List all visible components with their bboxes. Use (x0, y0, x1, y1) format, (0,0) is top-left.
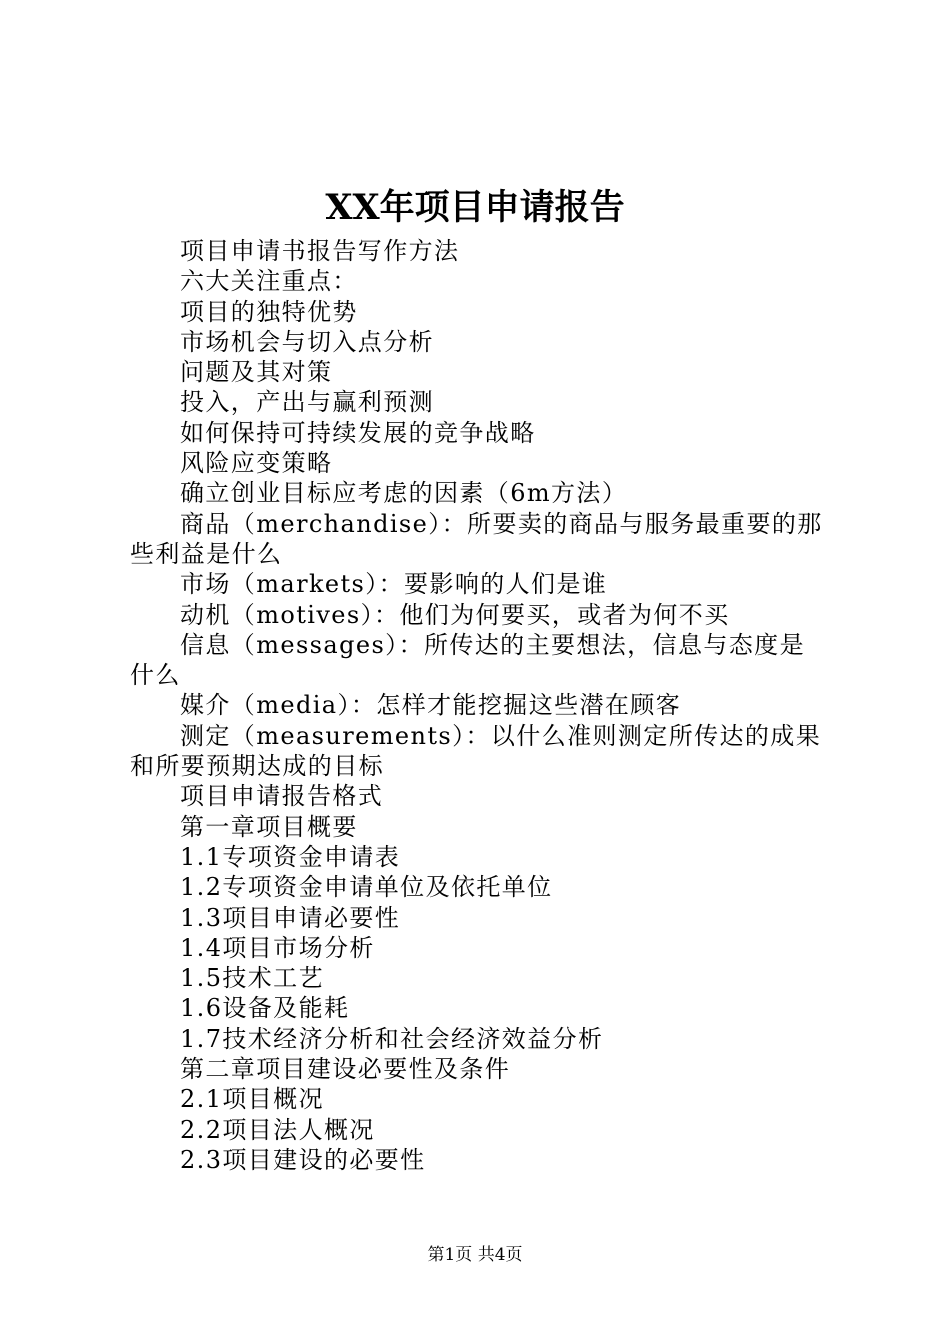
paragraph: 第一章项目概要 (180, 812, 358, 841)
paragraph: 动机（motives）：他们为何要买，或者为何不买 (180, 600, 730, 629)
paragraph: 2.3项目建设的必要性 (180, 1145, 426, 1174)
paragraph: 如何保持可持续发展的竞争战略 (180, 418, 536, 447)
paragraph: 1.7技术经济分析和社会经济效益分析 (180, 1024, 604, 1053)
paragraph: 1.6设备及能耗 (180, 994, 350, 1023)
paragraph: 市场机会与切入点分析 (180, 327, 434, 356)
paragraph: 媒介（media）：怎样才能挖掘这些潜在顾客 (180, 691, 682, 720)
paragraph: 1.1专项资金申请表 (180, 842, 401, 871)
paragraph: 投入，产出与赢利预测 (180, 388, 434, 417)
paragraph: 项目的独特优势 (180, 297, 358, 326)
page-footer: 第1页 共4页 (427, 1245, 523, 1265)
document-body (130, 236, 830, 1175)
paragraph: 1.2专项资金申请单位及依托单位 (180, 873, 553, 902)
paragraph: 测定（measurements）：以什么准则测定所传达的成果和所要预期达成的目标 (130, 721, 822, 781)
paragraph: 市场（markets）：要影响的人们是谁 (180, 570, 608, 599)
paragraph: 项目申请报告格式 (180, 782, 384, 811)
paragraph: 第二章项目建设必要性及条件 (180, 1055, 511, 1084)
document-title: XX年项目申请报告 (325, 187, 625, 228)
paragraph: 2.1项目概况 (180, 1085, 324, 1114)
paragraph: 2.2项目法人概况 (180, 1115, 375, 1144)
paragraph: 1.3项目申请必要性 (180, 903, 401, 932)
paragraph: 信息（messages）：所传达的主要想法，信息与态度是什么 (130, 630, 805, 690)
paragraph: 1.5技术工艺 (180, 964, 324, 993)
paragraph: 风险应变策略 (180, 449, 333, 478)
paragraph: 六大关注重点： (180, 267, 358, 296)
paragraph: 项目申请书报告写作方法 (180, 237, 460, 265)
paragraph: 问题及其对策 (180, 358, 333, 387)
paragraph: 1.4项目市场分析 (180, 933, 375, 962)
paragraph: 商品（merchandise）：所要卖的商品与服务最重要的那些利益是什么 (130, 509, 823, 568)
paragraph: 确立创业目标应考虑的因素（6m方法） (180, 479, 628, 508)
